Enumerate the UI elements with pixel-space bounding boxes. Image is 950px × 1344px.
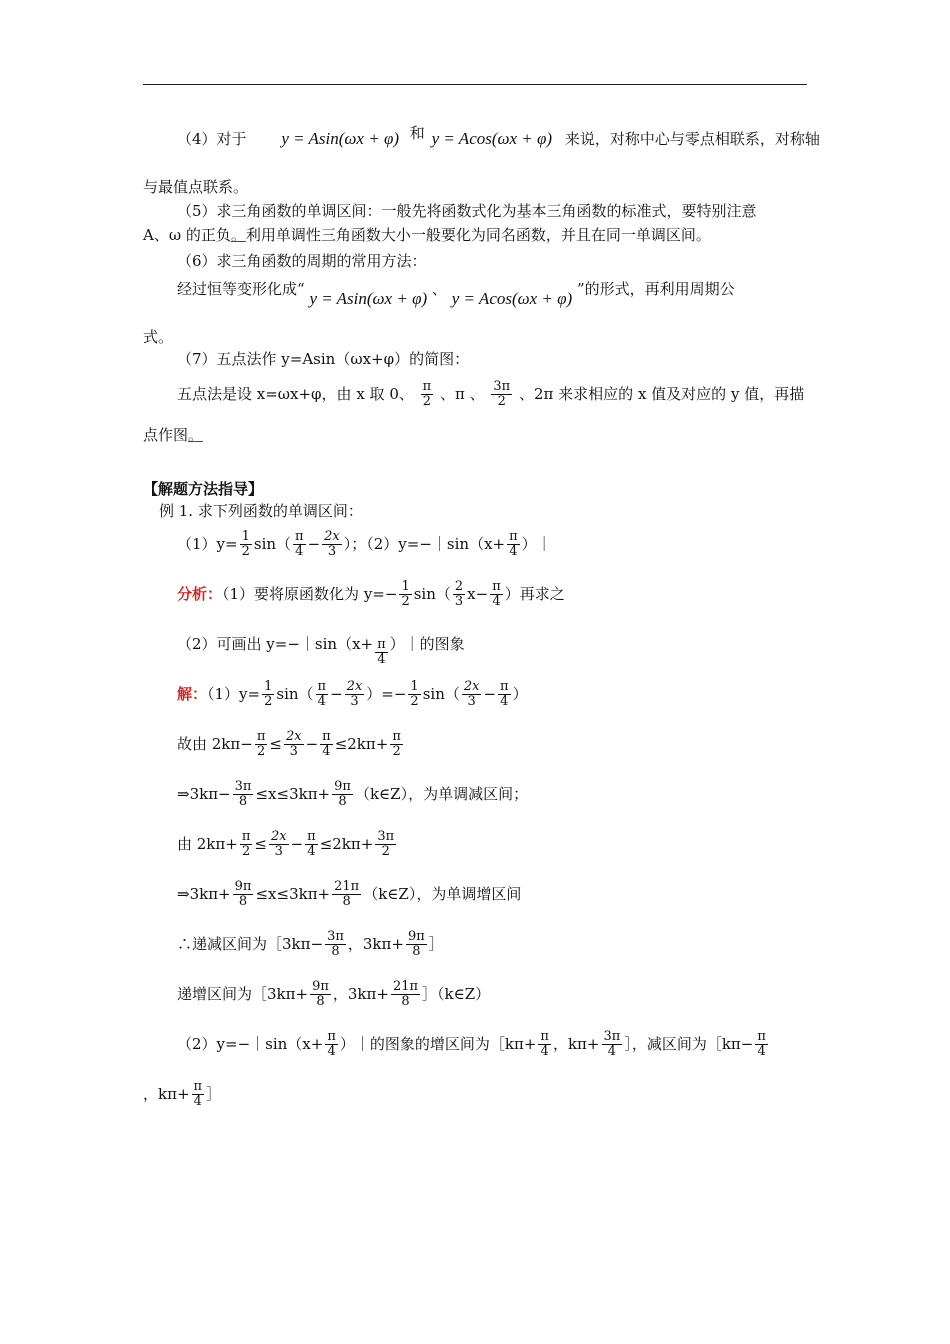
analysis-line2: （2）可画出 y=−｜sin（x+ $\frac{\pi}{4}$ ）｜的图象 [177,634,465,668]
p6-sep: 、 [431,280,447,298]
analysis-line1: 分析：（1）要将原函数化为 y=− $\frac{1}{2}$ sin（ $\frac{2}{3}$ x− $\frac{\pi}{4}$ ）再求之 [177,579,565,610]
p6-line1: （6）求三角函数的周期的常用方法： [177,252,427,270]
solution-line6: ∴递减区间为［3kπ− $\frac{3\pi}{8}$ ，3kπ+ $\frac{9\pi}{8}$ ］ [177,929,444,960]
section-title: 【解题方法指导】 [143,480,264,498]
formula-acos-2: y = Acos(ωx + φ) [451,289,573,308]
solution-line4: 由 2kπ+ $\frac{\pi}{2}$ ≤ $\frac{2x}{3}$ − $\frac{\pi}{4}$ ≤2kπ+ $\frac{3\pi}{2}$ [177,829,395,860]
p5-line2b: 利用单调性三角函数大小一般要化为同名函数，并且在同一单调区间。 [245,226,711,244]
solution-line3: ⇒3kπ− $\frac{3\pi}{8}$ ≤x≤3kπ+ $\frac{9\pi}{8}$ （k∈Z），为单调减区间； [177,779,529,810]
p7-dot: 。 [188,426,204,444]
p6-line2 [177,280,735,308]
ex1-line: （1）y= $\frac{1}{2}$ sin（ $\frac{\pi}{4}$ − $\frac{2x}{3}$ ）；（2）y=−｜sin（x+ $\frac{\pi}{4}$ ）｜ [177,529,552,560]
p7-line2a: 五点法是设 x=ωx+φ，由 x 取 0、 [177,384,414,403]
formula-asin-2: y = Asin(ωx + φ) [309,289,428,308]
p7-line3a: 点作图 [143,426,189,444]
p7-line3 [143,428,203,443]
p4-line1 [177,124,820,148]
p6-line2b: ”的形式，再利用周期公 [577,280,735,298]
p6-line2a: 经过恒等变形化成“ [177,280,305,298]
p5-line1: （5）求三角函数的单调区间：一般先将函数式化为基本三角函数的标准式，要特别注意 [177,202,757,220]
solution-line2: 故由 2kπ− $\frac{\pi}{2}$ ≤ $\frac{2x}{3}$ − $\frac{\pi}{4}$ ≤2kπ+ $\frac{\pi}{2}$ [177,729,401,760]
solution-line7: 递增区间为［3kπ+ $\frac{9\pi}{8}$ ，3kπ+ $\frac{21\pi}{8}$ ］（k∈Z） [177,979,491,1010]
fraction-3pi-2: $\frac{3\pi}{2}$ [493,379,511,410]
header-rule [143,84,807,85]
p7-line1: （7）五点法作 y=Asin（ωx+φ）的简图： [177,350,470,368]
formula-asin: y = Asin(ωx + φ) [281,129,400,148]
solution-line1: 解：（1）y= $\frac{1}{2}$ sin（ $\frac{\pi}{4}$ − $\frac{2x}{3}$ ）=− $\frac{1}{2}$ sin（ $\frac{2x}{3}$ − $\frac{\pi}{4}$ ） [177,679,528,710]
p4-and: 和 [409,124,425,142]
p4-rest: 来说，对称中心与零点相联系，对称轴 [564,130,820,148]
formula-acos: y = Acos(ωx + φ) [431,129,553,148]
p5-line2a: A、ω 的正负 [143,226,231,244]
solution-line9: ，kπ+ $\frac{\pi}{4}$ ］ [143,1079,222,1110]
p7-mid: 、π 、 [439,384,485,403]
p7-line2b: 、2π 来求相应的 x 值及对应的 y 值，再描 [519,384,805,403]
example-heading: 例 1. 求下列函数的单调区间： [159,502,363,520]
p7-line2 [177,380,804,410]
solution-line8: （2）y=−｜sin（x+ $\frac{\pi}{4}$ ）｜的图象的增区间为［kπ+ $\frac{\pi}{4}$ ，kπ+ $\frac{3\pi}{4}$ ］，减区间为［kπ− $\frac{\pi}{4}$ [177,1029,766,1060]
solution-line5: ⇒3kπ+ $\frac{9\pi}{8}$ ≤x≤3kπ+ $\frac{21\pi}{8}$ （k∈Z），为单调增区间 [177,879,522,910]
fraction-pi-2: $\frac{\pi}{2}$ [422,379,432,410]
p5-dot: 。 [230,226,246,244]
p4-lead: （4）对于 [177,130,247,148]
p4-line2: 与最值点联系。 [143,178,249,196]
p5-line2 [143,228,711,243]
p6-line3: 式。 [143,328,174,346]
